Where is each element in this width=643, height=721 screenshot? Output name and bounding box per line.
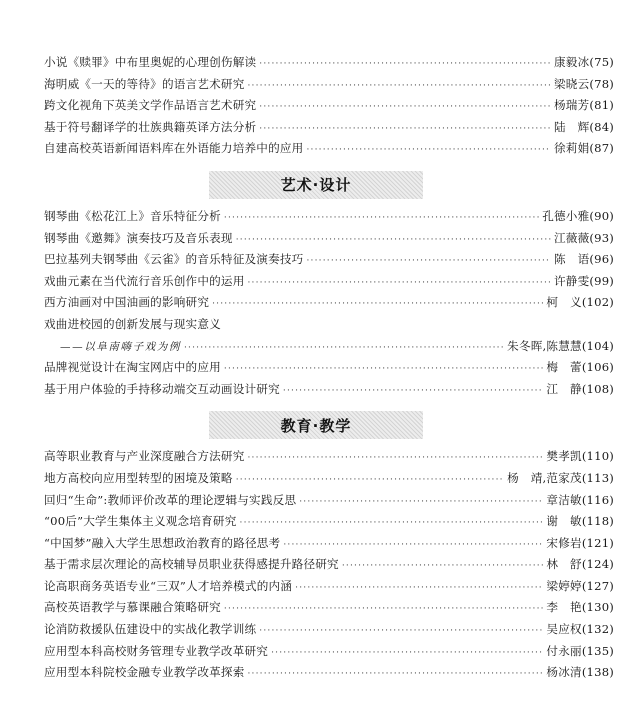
entry-author: 许静雯 [554,273,590,288]
toc-entry[interactable] [44,292,614,314]
entry-title: 跨文化视角下英美文学作品语言艺术研究 [44,98,257,113]
toc-entry[interactable] [44,206,614,228]
section-title: 艺术·设计 [280,176,352,195]
entry-title: 小说《赎罪》中布里奥妮的心理创伤解读 [44,55,257,69]
entry-author: 章洁敏 [546,492,582,507]
dot-leader [224,599,544,621]
dot-leader [306,251,551,273]
dot-leader [259,119,551,141]
entry-author: 江薇薇 [554,230,590,245]
dot-leader [299,492,543,514]
entry-page: (127) [581,578,614,593]
entry-author: 孔德小雅 [542,208,590,223]
entry-author: 康毅冰 [554,55,590,69]
entry-author: 杨 靖,范家茂 [507,470,582,485]
entry-subtitle: ——以阜南嗨子戏为例 [60,340,181,353]
toc-entry[interactable] [44,138,614,160]
entry-page: (104) [581,338,614,353]
entry-author: 谢 敏 [546,514,582,529]
toc-entry[interactable] [44,662,614,684]
toc-entry[interactable] [44,468,614,490]
entry-author: 陈 语 [554,252,590,267]
dot-leader [248,76,552,98]
entry-title: 自建高校英语新闻语料库在外语能力培养中的应用 [44,141,304,156]
toc-entry[interactable] [44,95,614,117]
toc-entry[interactable] [44,117,614,139]
toc-entry[interactable] [44,597,614,619]
entry-author: 林 舒 [546,557,582,572]
entry-page: (108) [581,381,614,396]
dot-leader [236,230,551,252]
dot-leader [248,664,544,686]
dot-leader [248,273,552,295]
dot-leader [306,140,551,162]
entry-author: 陆 辉 [554,119,590,134]
entry-page: (138) [581,665,614,680]
toc-entry[interactable] [44,74,614,96]
toc-entry[interactable] [44,533,614,555]
toc-entry[interactable] [44,619,614,641]
entry-page: (96) [589,252,614,267]
entry-author: 杨冰清 [546,665,582,680]
section-header-education [44,405,614,445]
entry-page: (110) [581,449,614,464]
entry-title: 高校英语教学与慕课融合策略研究 [44,600,221,615]
dot-leader [259,621,543,643]
entry-title: 戏曲进校园的创新发展与现实意义 [44,316,221,331]
entry-page: (87) [589,141,614,156]
dot-leader [295,578,543,600]
toc-entry[interactable] [44,576,614,598]
entry-title: 钢琴曲《邀舞》演奏技巧及音乐表现 [44,230,233,245]
entry-author: 梅 蕾 [546,360,582,375]
entry-author: 柯 义 [546,295,582,310]
entry-title: 戏曲元素在当代流行音乐创作中的运用 [44,273,245,288]
toc-entry-subtitle[interactable] [44,336,614,358]
toc-entry[interactable] [44,379,614,401]
entry-page: (90) [589,208,614,223]
toc-entry[interactable] [44,446,614,468]
entry-page: (93) [589,230,614,245]
entry-page: (99) [589,273,614,288]
toc-entry[interactable] [44,511,614,533]
entry-title: 论高职商务英语专业“三双”人才培养模式的内涵 [44,578,293,593]
toc-entry[interactable] [44,249,614,271]
toc-entry[interactable] [44,357,614,379]
dot-leader [224,208,539,230]
entry-page: (106) [581,360,614,375]
entry-author: 杨瑞芳 [554,98,590,113]
entry-page: (113) [581,470,614,485]
dot-leader [236,470,504,492]
toc-entry[interactable] [44,554,614,576]
entry-author: 徐莉娟 [554,141,590,156]
entry-title: 巴拉基列夫钢琴曲《云雀》的音乐特征及演奏技巧 [44,252,304,267]
entry-page: (130) [581,600,614,615]
entry-author: 吴应权 [546,622,582,637]
entry-title: 高等职业教育与产业深度融合方法研究 [44,449,245,464]
entry-page: (121) [581,535,614,550]
entry-author: 梁婷婷 [546,578,582,593]
entry-page: (102) [581,295,614,310]
section-header-band [209,411,423,439]
entry-title: “中国梦”融入大学生思想政治教育的路径思考 [44,535,281,550]
entry-title: 论消防救援队伍建设中的实战化教学训练 [44,622,257,637]
entry-title: 应用型本科高校财务管理专业教学改革研究 [44,643,269,658]
dot-leader [271,643,543,665]
entry-page: (116) [581,492,614,507]
dot-leader [212,294,543,316]
dot-leader [342,556,544,578]
entry-title: 地方高校向应用型转型的困境及策略 [44,470,233,485]
toc-group-education [44,446,614,684]
section-header-band [209,171,423,199]
entry-author: 江 静 [546,381,582,396]
entry-title: 基于符号翻译学的壮族典籍英译方法分析 [44,119,257,134]
entry-author: 樊孝凯 [546,449,582,464]
entry-author: 梁晓云 [554,76,590,91]
dot-leader [259,54,551,76]
toc-group-literature [44,52,614,160]
entry-author: 宋修岩 [546,535,582,550]
dot-leader [259,97,551,119]
entry-title: “00后”大学生集体主义观念培育研究 [44,514,237,529]
dot-leader [248,448,544,470]
entry-page: (135) [581,643,614,658]
toc-entry[interactable] [44,490,614,512]
entry-page: (78) [589,76,614,91]
dot-leader [240,513,544,535]
entry-title: 钢琴曲《松花江上》音乐特征分析 [44,208,221,223]
toc-entry[interactable] [44,271,614,293]
section-header-art-design [44,165,614,205]
entry-page: (84) [589,119,614,134]
toc-group-art-design [44,206,614,400]
entry-page: (81) [589,98,614,113]
dot-leader [184,338,504,360]
section-title: 教育·教学 [280,416,352,435]
dot-leader [283,381,544,403]
toc-entry[interactable] [44,52,614,74]
entry-title: 基于用户体验的手持移动端交互动画设计研究 [44,381,280,396]
entry-title: 基于需求层次理论的高校辅导员职业获得感提升路径研究 [44,557,339,572]
entry-author: 李 艳 [546,600,582,615]
toc-entry[interactable] [44,314,614,336]
entry-page: (132) [581,622,614,637]
toc-entry[interactable] [44,641,614,663]
entry-author: 付永丽 [546,643,582,658]
dot-leader [224,359,544,381]
entry-title: 海明威《一天的等待》的语言艺术研究 [44,76,245,91]
toc-entry[interactable] [44,228,614,250]
entry-author: 朱冬晖,陈慧慧 [507,338,582,353]
entry-title: 回归“生命”:教师评价改革的理论逻辑与实践反思 [44,492,297,507]
entry-page: (75) [589,55,614,69]
entry-title: 西方油画对中国油画的影响研究 [44,295,210,310]
entry-title: 应用型本科院校金融专业教学改革探索 [44,665,245,680]
entry-title: 品牌视觉设计在淘宝网店中的应用 [44,360,221,375]
entry-page: (118) [581,514,614,529]
dot-leader [283,535,543,557]
entry-page: (124) [581,557,614,572]
